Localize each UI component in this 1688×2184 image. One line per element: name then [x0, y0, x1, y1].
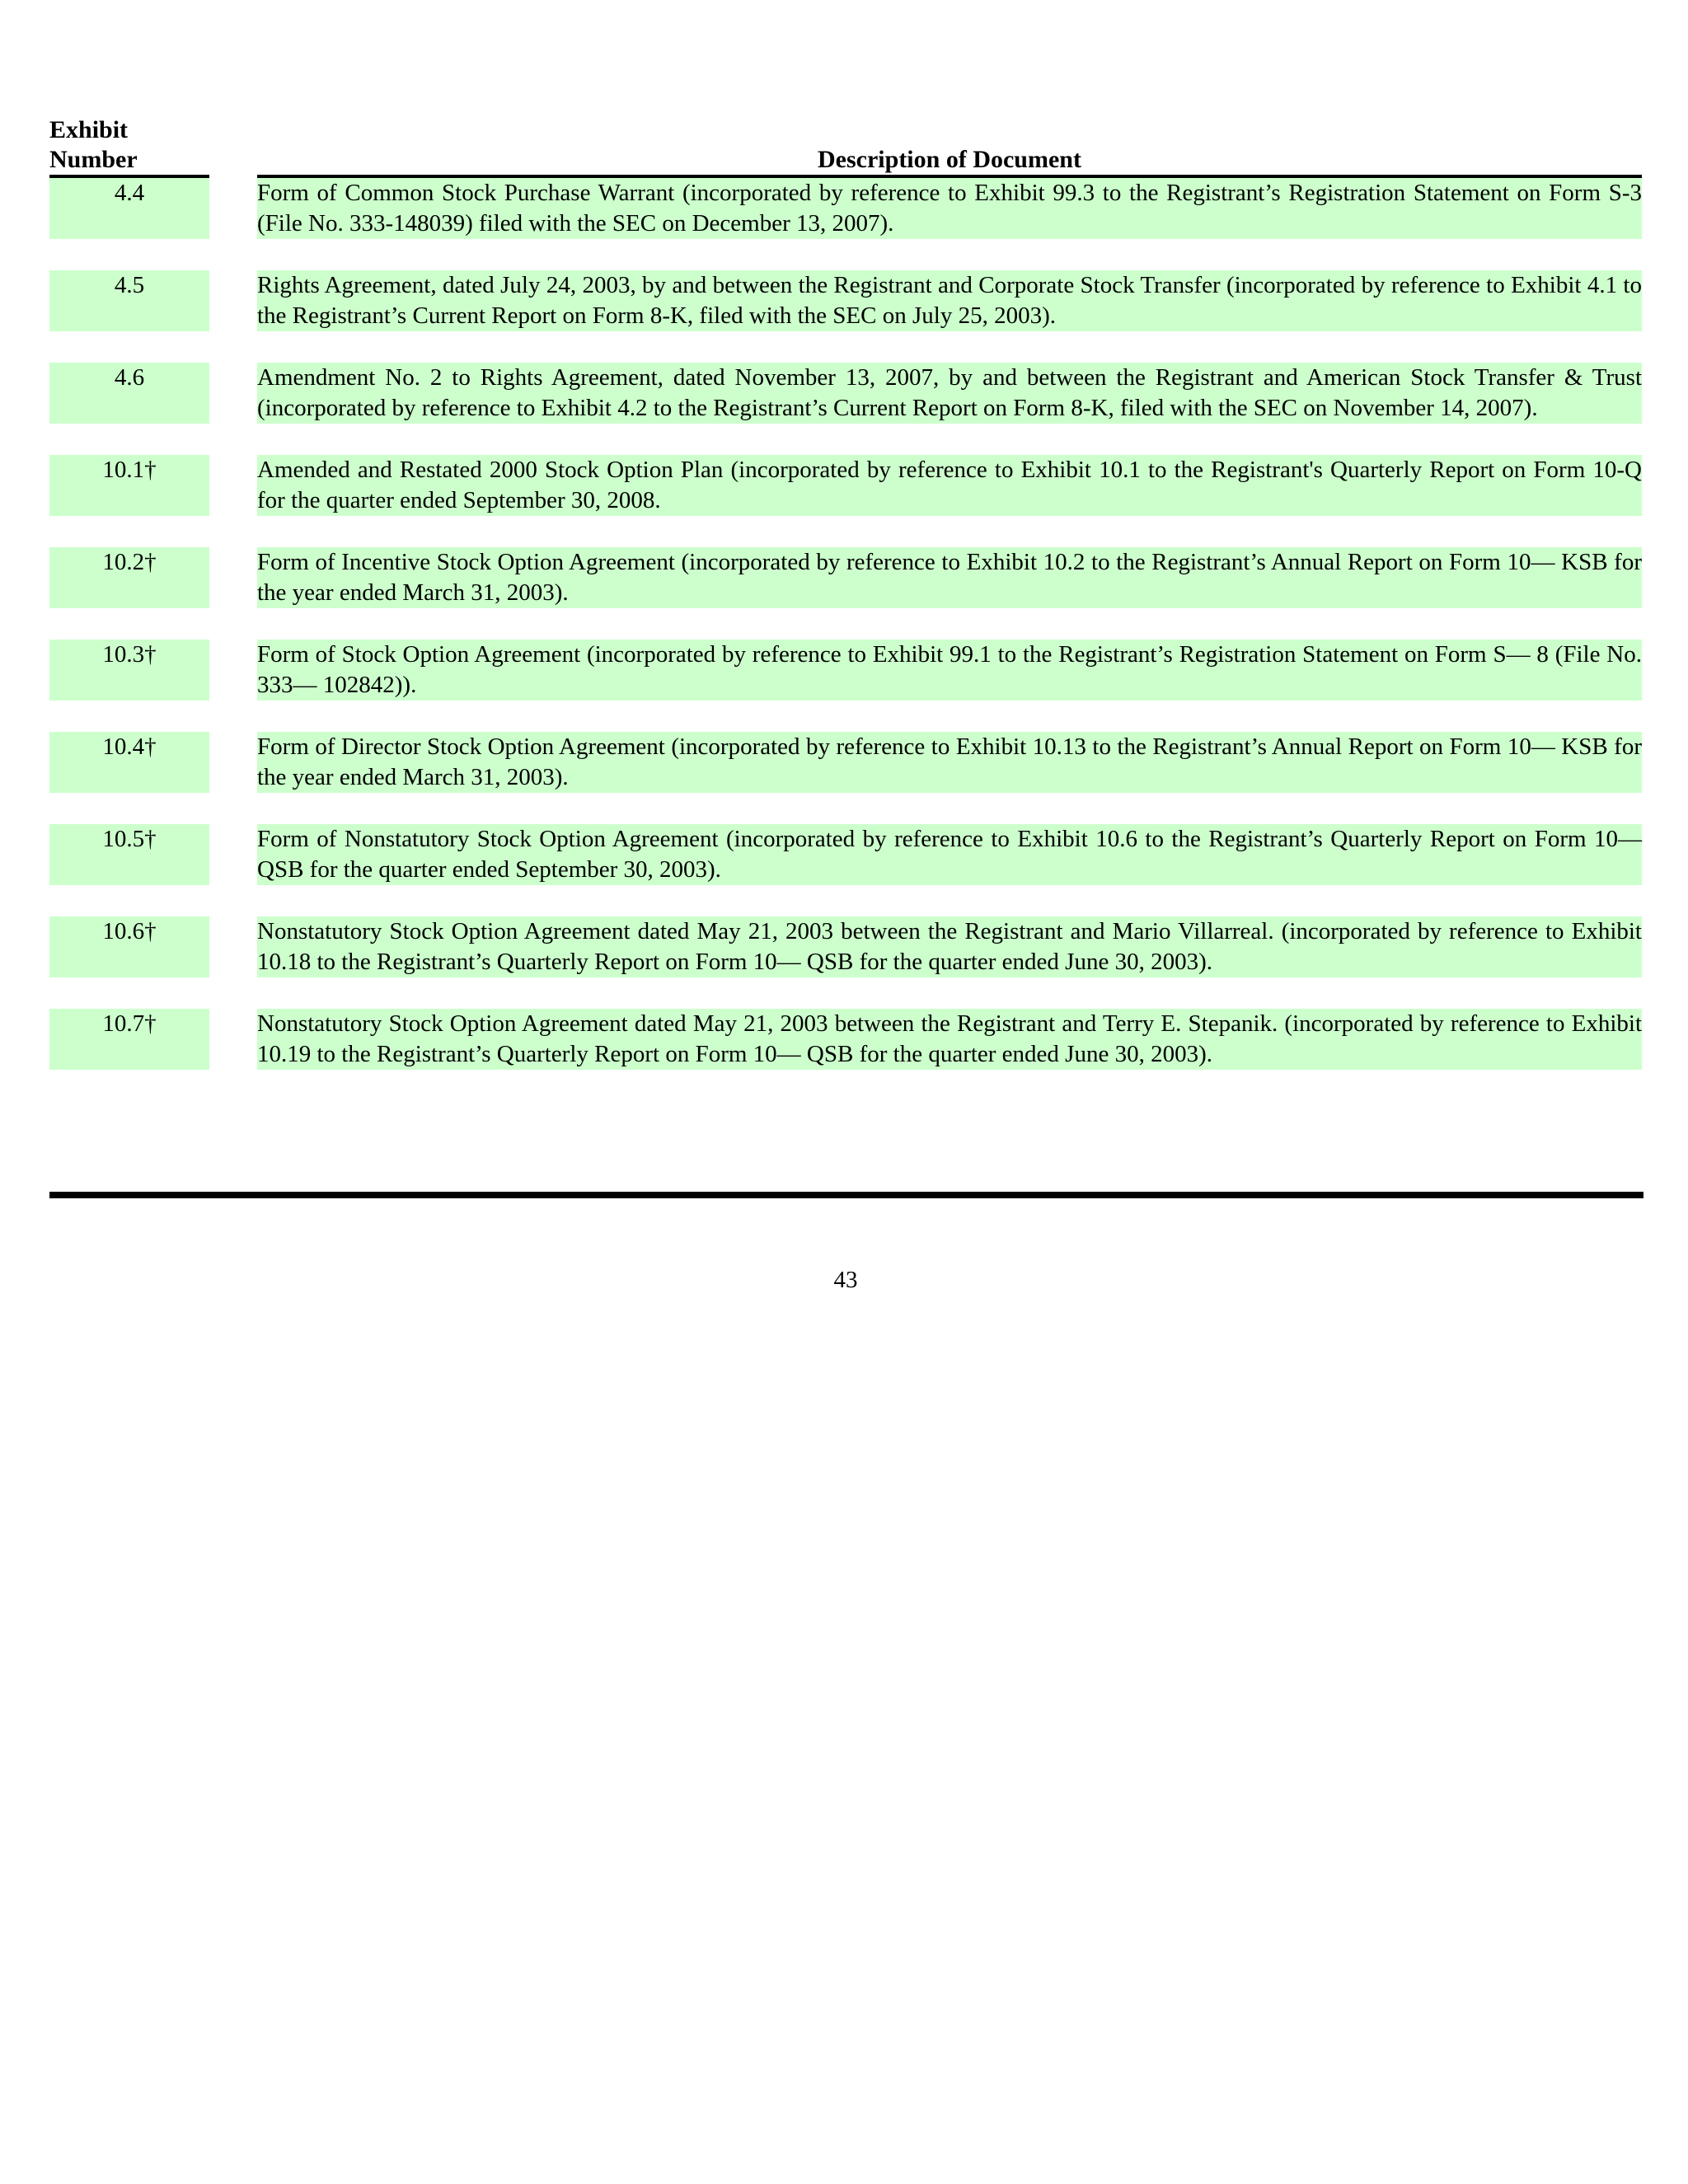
exhibit-number: 10.6†	[102, 918, 157, 944]
table-row	[49, 547, 1642, 608]
description-header: Description of Document	[257, 145, 1642, 178]
exhibit-number: 4.4	[114, 180, 145, 206]
exhibit-header-line1: Exhibit	[49, 116, 129, 143]
exhibit-description: Nonstatutory Stock Option Agreement dated May 21, 2003 between the Registrant and Mario Villarreal. (incorporated by reference to Exhibit 10.18 to the Registrant’s Quarterly Report on Form 10— QSB for the quarter ended June 30, 2003).	[257, 918, 1642, 975]
exhibit-description: Nonstatutory Stock Option Agreement dated May 21, 2003 between the Registrant and Terry E. Stepanik. (incorporated by reference to Exhibit 10.19 to the Registrant’s Quarterly Report on Form 10— QSB for the quarter ended June 30, 2003).	[257, 1010, 1642, 1067]
table-header	[49, 115, 1642, 180]
exhibit-description: Form of Nonstatutory Stock Option Agreement (incorporated by reference to Exhibit 10.6 to the Registrant’s Quarterly Report on Form 10— QSB for the quarter ended September 30, 2003).	[257, 826, 1642, 883]
exhibit-header-line2: Number	[49, 146, 138, 173]
exhibit-number: 10.2†	[102, 549, 157, 575]
table-row	[49, 455, 1642, 516]
table-row	[49, 732, 1642, 793]
table-row	[49, 916, 1642, 977]
page-bottom-rule	[49, 1192, 1643, 1198]
exhibit-description: Rights Agreement, dated July 24, 2003, by and between the Registrant and Corporate Stock Transfer (incorporated by reference to Exhibit 4.1 to the Registrant’s Current Report on Form 8-K, filed with the SEC on July 25, 2003).	[257, 272, 1642, 329]
table-row	[49, 1009, 1642, 1070]
exhibit-description: Form of Stock Option Agreement (incorporated by reference to Exhibit 99.1 to the Registrant’s Registration Statement on Form S— 8 (File No. 333— 102842)).	[257, 641, 1642, 698]
page-number: 43	[833, 1267, 858, 1293]
exhibit-number: 10.1†	[102, 457, 157, 483]
table-row	[49, 640, 1642, 701]
exhibit-number: 10.4†	[102, 733, 157, 760]
exhibit-number: 4.6	[114, 364, 145, 391]
exhibit-number: 10.7†	[102, 1010, 157, 1037]
table-row	[49, 824, 1642, 885]
exhibit-index	[49, 115, 1642, 1293]
exhibit-description: Form of Common Stock Purchase Warrant (incorporated by reference to Exhibit 99.3 to the Registrant’s Registration Statement on Form S-3 (File No. 333-148039) filed with the SEC on December 13, 2007).	[257, 180, 1642, 237]
table-row	[49, 178, 1642, 239]
exhibit-number: 10.3†	[102, 641, 157, 668]
table-row	[49, 270, 1642, 331]
exhibit-description: Amended and Restated 2000 Stock Option Plan (incorporated by reference to Exhibit 10.1 to the Registrant's Quarterly Report on Form 10-Q for the quarter ended September 30, 2008.	[257, 457, 1642, 513]
exhibit-description: Amendment No. 2 to Rights Agreement, dated November 13, 2007, by and between the Registrant and American Stock Transfer & Trust (incorporated by reference to Exhibit 4.2 to the Registrant’s Current Report on Form 8-K, filed with the SEC on November 14, 2007).	[257, 364, 1642, 421]
exhibit-number-header	[49, 115, 209, 178]
exhibit-description: Form of Director Stock Option Agreement (incorporated by reference to Exhibit 10.13 to the Registrant’s Annual Report on Form 10— KSB for the year ended March 31, 2003).	[257, 733, 1642, 790]
exhibit-number: 4.5	[114, 272, 145, 298]
exhibit-description: Form of Incentive Stock Option Agreement (incorporated by reference to Exhibit 10.2 to the Registrant’s Annual Report on Form 10— KSB for the year ended March 31, 2003).	[257, 549, 1642, 606]
exhibit-table-body	[49, 178, 1642, 1101]
exhibit-number: 10.5†	[102, 826, 157, 852]
table-row	[49, 363, 1642, 424]
